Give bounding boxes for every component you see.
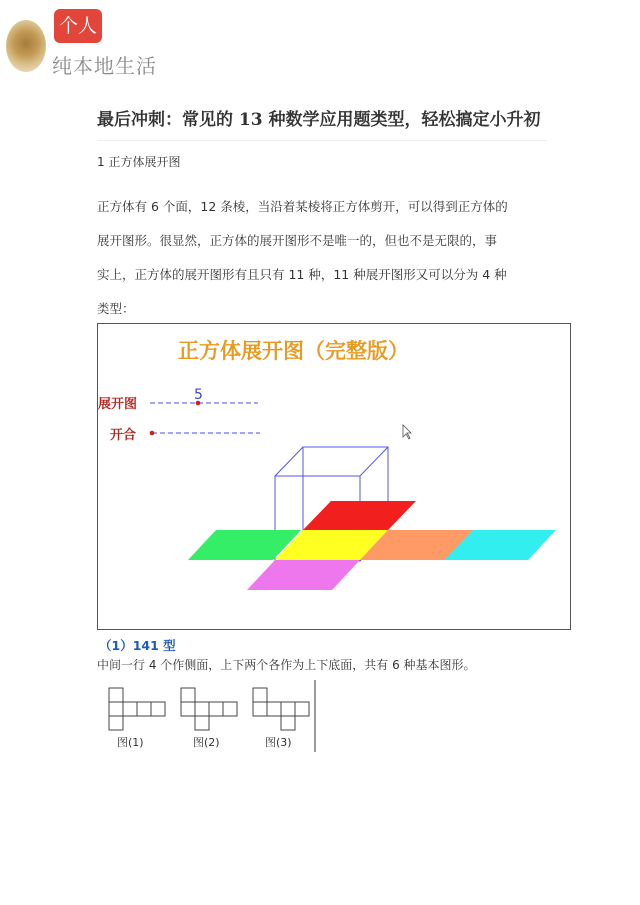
article-title: 最后冲刺：常见的 13 种数学应用题类型，轻松搞定小升初 bbox=[97, 110, 541, 130]
type141-nets-illustration bbox=[97, 680, 537, 755]
slider-unfold-value: 5 bbox=[194, 387, 203, 403]
type141-heading: （1）141 型 bbox=[99, 638, 176, 653]
net-figure-1-caption: 图(1) bbox=[117, 736, 144, 749]
net-figure-2-caption: 图(2) bbox=[193, 736, 220, 749]
figure-title: 正方体展开图（完整版） bbox=[178, 338, 409, 363]
paragraph-line: 展开图形。很显然，正方体的展开图形不是唯一的，但也不是无限的，事 bbox=[97, 233, 498, 248]
paragraph-line: 实上，正方体的展开图形有且只有 11 种，11 种展开图形又可以分为 4 种 bbox=[97, 267, 507, 282]
slider-unfold-label: 展开图 bbox=[98, 397, 138, 412]
net-figure-2 bbox=[181, 688, 237, 730]
net-face-front bbox=[247, 560, 360, 590]
net-figure-3-caption: 图(3) bbox=[265, 736, 292, 749]
account-avatar[interactable] bbox=[6, 20, 46, 72]
net-figure-1 bbox=[109, 688, 165, 730]
account-badge: 个人 bbox=[54, 9, 102, 43]
net-face-back bbox=[303, 501, 416, 530]
cube-net-figure bbox=[97, 323, 571, 630]
title-divider bbox=[97, 140, 547, 141]
net-figure-3 bbox=[253, 688, 309, 730]
cube-net-illustration bbox=[98, 324, 570, 629]
type141-figures bbox=[97, 680, 537, 755]
paragraph-line: 正方体有 6 个面，12 条棱，当沿着某棱将正方体剪开，可以得到正方体的 bbox=[97, 199, 508, 214]
paragraph-line: 类型： bbox=[97, 301, 135, 316]
type141-description: 中间一行 4 个作侧面，上下两个各作为上下底面，共有 6 种基本图形。 bbox=[97, 658, 476, 672]
account-name[interactable]: 纯本地生活 bbox=[52, 54, 157, 78]
intro-paragraph bbox=[97, 190, 549, 326]
slider-fold-handle[interactable] bbox=[150, 431, 155, 436]
section-heading: 1 正方体展开图 bbox=[97, 155, 181, 169]
slider-fold-label: 开合 bbox=[110, 428, 137, 443]
mouse-cursor-icon bbox=[403, 425, 411, 439]
